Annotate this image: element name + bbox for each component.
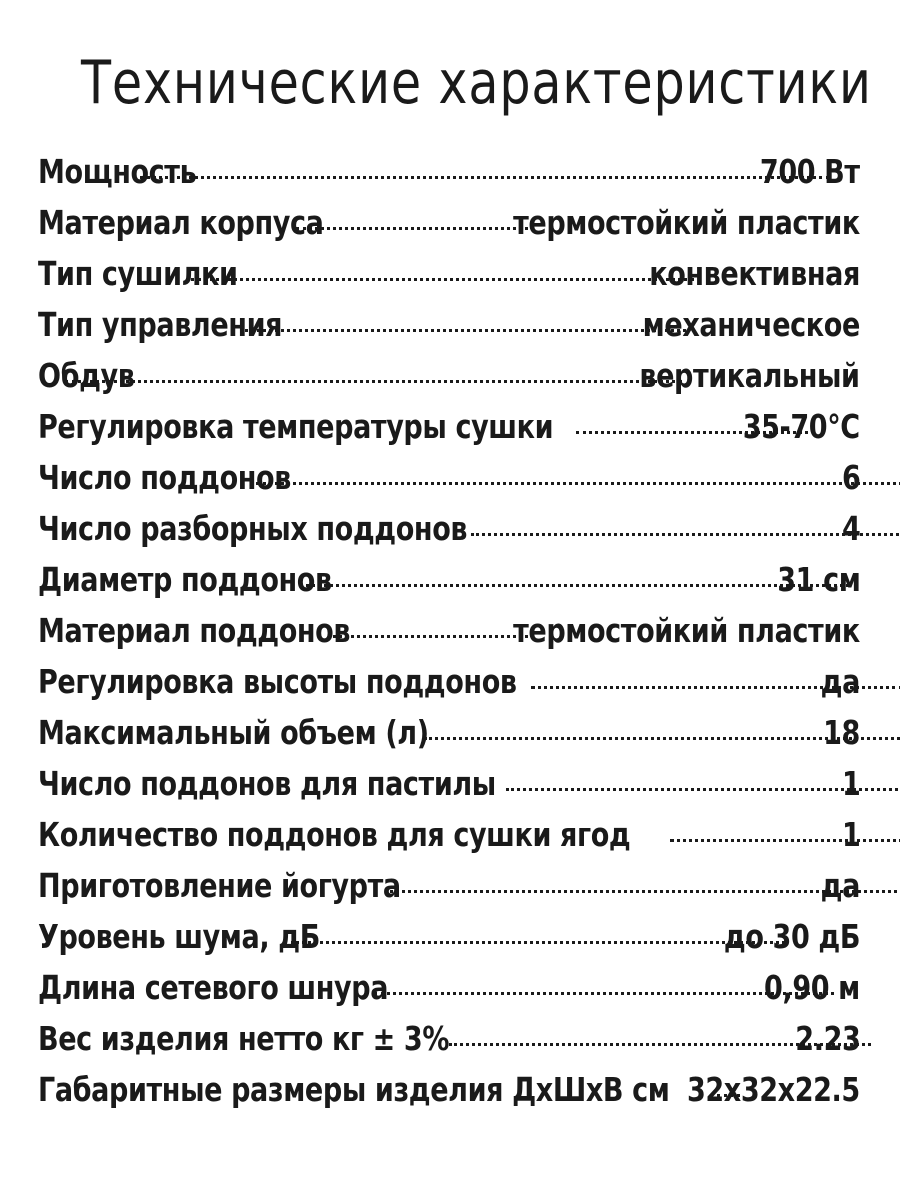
dot-leader <box>670 839 900 842</box>
spec-label: Регулировка высоты поддонов <box>38 662 517 701</box>
spec-value: 31 см <box>776 560 860 599</box>
spec-row <box>38 815 860 866</box>
spec-value: 35-70°C <box>742 407 860 446</box>
spec-label: Уровень шума, дБ <box>38 917 320 956</box>
page-title: Технические характеристики <box>81 48 872 118</box>
spec-row <box>38 458 860 509</box>
spec-value: термостойкий пластик <box>513 611 860 650</box>
dot-leader <box>328 635 528 638</box>
spec-label: Тип сушилки <box>38 254 238 293</box>
spec-label: Длина сетевого шнура <box>38 968 389 1007</box>
spec-label: Количество поддонов для сушки ягод <box>38 815 631 854</box>
dot-leader <box>291 941 784 944</box>
spec-row <box>38 254 860 305</box>
spec-row <box>38 611 860 662</box>
dot-leader <box>506 788 900 791</box>
spec-label: Максимальный объем (л) <box>38 713 429 752</box>
spec-label: Материал поддонов <box>38 611 351 650</box>
spec-row <box>38 662 860 713</box>
spec-label: Материал корпуса <box>38 203 324 242</box>
spec-value: 1 <box>841 815 860 854</box>
spec-value: механическое <box>642 305 860 344</box>
spec-row <box>38 1019 860 1070</box>
spec-value: да <box>820 866 860 905</box>
spec-value: 0,90 м <box>764 968 860 1007</box>
spec-value: термостойкий пластик <box>513 203 860 242</box>
spec-row <box>38 152 860 203</box>
dot-leader <box>191 278 694 281</box>
spec-value: до 30 дБ <box>723 917 860 956</box>
spec-value: 1 <box>841 764 860 803</box>
spec-row <box>38 407 860 458</box>
spec-label: Диаметр поддонов <box>38 560 332 599</box>
spec-value: 18 <box>823 713 860 752</box>
dot-leader <box>245 329 686 332</box>
spec-value: 2.23 <box>794 1019 860 1058</box>
dot-leader <box>296 227 528 230</box>
spec-value: вертикальный <box>639 356 860 395</box>
spec-label: Габаритные размеры изделия ДхШхВ см <box>38 1070 670 1109</box>
spec-label: Приготовление йогурта <box>38 866 401 905</box>
spec-value: 32x32x22.5 <box>687 1070 860 1109</box>
dot-leader <box>140 176 829 179</box>
spec-row <box>38 560 860 611</box>
dot-leader <box>256 482 900 485</box>
spec-value: 6 <box>841 458 860 497</box>
spec-row <box>38 713 860 764</box>
spec-row <box>38 203 860 254</box>
spec-label: Тип управления <box>38 305 283 344</box>
spec-row <box>38 509 860 560</box>
spec-row <box>38 917 860 968</box>
spec-label: Число поддонов для пастилы <box>38 764 496 803</box>
spec-row <box>38 764 860 815</box>
spec-row <box>38 968 860 1019</box>
spec-label: Регулировка температуры сушки <box>38 407 554 446</box>
spec-label: Число разборных поддонов <box>38 509 468 548</box>
spec-label: Мощность <box>38 152 197 191</box>
spec-row <box>38 356 860 407</box>
spec-label: Обдув <box>38 356 135 395</box>
dot-leader <box>306 584 850 587</box>
spec-value: 700 Вт <box>760 152 860 191</box>
spec-label: Число поддонов <box>38 458 291 497</box>
spec-label: Вес изделия нетто кг ± 3% <box>38 1019 450 1058</box>
spec-value: 4 <box>841 509 860 548</box>
dot-leader <box>65 380 682 383</box>
dot-leader <box>471 533 900 536</box>
spec-value: конвективная <box>649 254 860 293</box>
spec-value: да <box>820 662 860 701</box>
spec-row <box>38 1070 860 1121</box>
spec-row <box>38 866 860 917</box>
spec-row <box>38 305 860 356</box>
spec-list <box>38 152 860 1121</box>
